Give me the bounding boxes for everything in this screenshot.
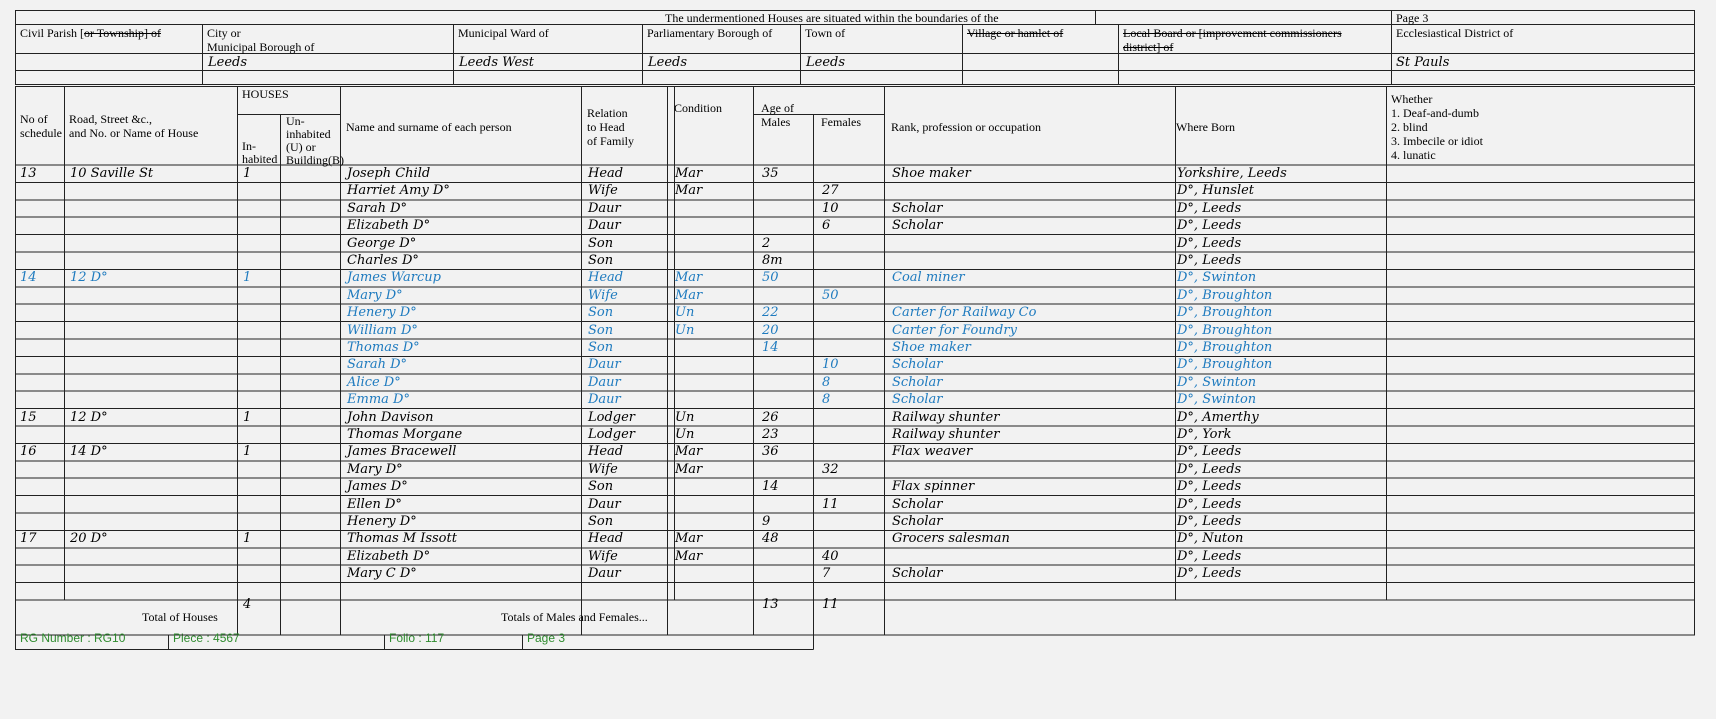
occupation-cell: Flax weaver xyxy=(892,444,973,460)
occupation-cell: Coal miner xyxy=(892,270,965,286)
condition-cell: Mar xyxy=(675,166,703,181)
birthplace-cell: D°, Leeds xyxy=(1177,461,1242,477)
birthplace-cell: D°, Swinton xyxy=(1177,270,1257,286)
male-age-cell: 14 xyxy=(762,340,779,355)
name-cell: Joseph Child xyxy=(347,166,431,181)
male-age-cell: 2 xyxy=(762,235,771,251)
birthplace-cell: D°, Leeds xyxy=(1177,235,1242,251)
name-cell: Ellen D° xyxy=(347,496,402,512)
female-age-cell: 7 xyxy=(822,566,831,582)
name-cell: Alice D° xyxy=(347,374,401,390)
page-label: Page 3 xyxy=(1396,11,1429,25)
relation-cell: Son xyxy=(588,514,614,529)
inhabited-cell: 1 xyxy=(243,270,252,286)
city-value: Leeds xyxy=(208,55,248,70)
total-houses-value: 4 xyxy=(243,597,252,612)
male-age-cell: 50 xyxy=(762,270,779,286)
occupation-cell: Scholar xyxy=(892,200,943,216)
name-cell: Elizabeth D° xyxy=(347,548,431,564)
ward-value: Leeds West xyxy=(459,55,535,70)
civil-parish-struck-text: or Township] of xyxy=(84,26,161,40)
birthplace-cell: D°, Leeds xyxy=(1177,514,1242,529)
occupation-cell: Grocers salesman xyxy=(892,531,1010,547)
male-age-cell: 14 xyxy=(762,479,779,495)
relation-cell: Wife xyxy=(588,461,618,477)
name-cell: William D° xyxy=(347,322,418,338)
relation-cell: Lodger xyxy=(588,427,636,442)
road-cell: 12 D° xyxy=(70,270,108,286)
condition-cell: Un xyxy=(675,305,695,321)
birthplace-cell: D°, Leeds xyxy=(1177,200,1242,216)
town-value: Leeds xyxy=(806,55,846,70)
relation-cell: Daur xyxy=(588,374,621,390)
occupation-cell: Scholar xyxy=(892,357,943,373)
ecclesiastical-label: Ecclesiastical District of xyxy=(1396,26,1514,40)
col-inhabited-line2: habited xyxy=(242,152,278,166)
birthplace-cell: D°, Leeds xyxy=(1177,479,1242,495)
female-age-cell: 8 xyxy=(822,374,831,390)
civil-parish-text: Civil Parish [ xyxy=(20,26,85,40)
birthplace-cell: D°, Broughton xyxy=(1177,322,1273,338)
col-houses: HOUSES xyxy=(242,87,289,101)
condition-cell: Mar xyxy=(675,531,703,547)
road-cell: 20 D° xyxy=(70,531,108,547)
female-age-cell: 40 xyxy=(822,548,839,564)
relation-cell: Head xyxy=(588,531,624,547)
schedule-cell: 13 xyxy=(20,166,37,181)
local-board-label-line1: Local Board or [improvement commissioners xyxy=(1123,26,1342,40)
folio-number: Folio : 117 xyxy=(389,631,445,645)
col-females: Females xyxy=(821,115,861,129)
relation-cell: Daur xyxy=(588,566,621,582)
birthplace-cell: D°, Swinton xyxy=(1177,392,1257,408)
birthplace-cell: D°, York xyxy=(1177,427,1232,442)
col-whether-line5: 4. lunatic xyxy=(1391,148,1436,162)
birthplace-cell: D°, Leeds xyxy=(1177,444,1242,460)
road-cell: 10 Saville St xyxy=(70,166,154,181)
occupation-cell: Scholar xyxy=(892,496,943,512)
total-houses-label: Total of Houses xyxy=(142,610,218,624)
relation-cell: Head xyxy=(588,270,624,286)
condition-cell: Mar xyxy=(675,183,703,199)
female-age-cell: 11 xyxy=(822,496,839,512)
relation-cell: Daur xyxy=(588,357,621,373)
male-age-cell: 35 xyxy=(762,166,779,181)
census-sheet xyxy=(15,10,1695,690)
village-label: Village or hamlet of xyxy=(967,26,1064,40)
col-uninhabited-line3: (U) or xyxy=(286,140,316,154)
occupation-cell: Railway shunter xyxy=(892,427,1000,442)
schedule-cell: 16 xyxy=(20,444,37,460)
relation-cell: Wife xyxy=(588,548,618,564)
inhabited-cell: 1 xyxy=(243,409,252,425)
occupation-cell: Flax spinner xyxy=(892,479,975,495)
col-relation-line2: to Head xyxy=(587,120,625,134)
relation-cell: Daur xyxy=(588,392,621,408)
banner-text: The undermentioned Houses are situated within the boundaries of the xyxy=(665,11,999,25)
col-whether-line3: 2. blind xyxy=(1391,120,1428,134)
relation-cell: Head xyxy=(588,444,624,460)
occupation-cell: Scholar xyxy=(892,218,943,234)
relation-cell: Son xyxy=(588,235,614,251)
birthplace-cell: D°, Leeds xyxy=(1177,218,1242,234)
ward-label: Municipal Ward of xyxy=(458,26,549,40)
female-age-cell: 10 xyxy=(822,357,839,373)
condition-cell: Mar xyxy=(675,287,703,303)
rg-number: RG Number : RG10 xyxy=(20,631,126,645)
parliamentary-label: Parliamentary Borough of xyxy=(647,26,773,40)
occupation-cell: Scholar xyxy=(892,374,943,390)
condition-cell: Mar xyxy=(675,461,703,477)
col-males: Males xyxy=(761,115,791,129)
local-board-label-line2: district] of xyxy=(1123,40,1174,54)
schedule-cell: 17 xyxy=(20,531,37,547)
col-whether-line1: Whether xyxy=(1391,92,1433,106)
occupation-cell: Scholar xyxy=(892,514,943,529)
birthplace-cell: D°, Leeds xyxy=(1177,253,1242,268)
col-schedule-line2: schedule xyxy=(20,126,62,140)
name-cell: Henery D° xyxy=(347,305,417,321)
birthplace-cell: D°, Broughton xyxy=(1177,340,1273,355)
birthplace-cell: D°, Swinton xyxy=(1177,374,1257,390)
relation-cell: Daur xyxy=(588,200,621,216)
piece-number: Piece : 4567 xyxy=(173,631,240,645)
occupation-cell: Shoe maker xyxy=(892,340,971,355)
total-males-value: 13 xyxy=(762,597,779,612)
col-where-born: Where Born xyxy=(1176,120,1235,134)
col-road-line2: and No. or Name of House xyxy=(69,126,199,140)
inhabited-cell: 1 xyxy=(243,531,252,547)
col-uninhabited-line2: inhabited xyxy=(286,127,331,141)
birthplace-cell: D°, Leeds xyxy=(1177,548,1242,564)
occupation-cell: Scholar xyxy=(892,392,943,408)
col-schedule-line1: No of xyxy=(20,112,48,126)
relation-cell: Son xyxy=(588,322,614,338)
name-cell: John Davison xyxy=(347,409,434,425)
occupation-cell: Scholar xyxy=(892,566,943,582)
road-cell: 14 D° xyxy=(70,444,108,460)
schedule-cell: 14 xyxy=(20,270,37,286)
name-cell: Mary D° xyxy=(347,461,403,477)
total-females-value: 11 xyxy=(822,597,839,612)
relation-cell: Son xyxy=(588,479,614,495)
name-cell: Elizabeth D° xyxy=(347,218,431,234)
male-age-cell: 20 xyxy=(762,322,779,338)
footer-page-number: Page 3 xyxy=(527,631,566,645)
name-cell: Harriet Amy D° xyxy=(347,183,450,199)
female-age-cell: 27 xyxy=(822,183,839,199)
condition-cell: Mar xyxy=(675,548,703,564)
name-cell: Sarah D° xyxy=(347,200,408,216)
birthplace-cell: D°, Broughton xyxy=(1177,305,1273,321)
female-age-cell: 50 xyxy=(822,287,839,303)
birthplace-cell: D°, Broughton xyxy=(1177,357,1273,373)
name-cell: Charles D° xyxy=(347,253,419,268)
occupation-cell: Shoe maker xyxy=(892,166,971,181)
col-road-line1: Road, Street &c., xyxy=(69,112,152,126)
relation-cell: Wife xyxy=(588,287,618,303)
inhabited-cell: 1 xyxy=(243,444,252,460)
relation-cell: Son xyxy=(588,305,614,321)
male-age-cell: 26 xyxy=(762,409,779,425)
name-cell: Emma D° xyxy=(347,392,410,408)
inhabited-cell: 1 xyxy=(243,166,252,181)
relation-cell: Daur xyxy=(588,218,621,234)
birthplace-cell: D°, Amerthy xyxy=(1177,409,1259,425)
relation-cell: Daur xyxy=(588,496,621,512)
col-name: Name and surname of each person xyxy=(346,120,512,134)
city-label-line2: Municipal Borough of xyxy=(207,40,315,54)
name-cell: James D° xyxy=(347,479,408,495)
name-cell: Thomas Morgane xyxy=(347,427,463,442)
name-cell: Henery D° xyxy=(347,514,417,529)
name-cell: Thomas D° xyxy=(347,340,420,355)
birthplace-cell: D°, Hunslet xyxy=(1177,183,1255,199)
occupation-cell: Railway shunter xyxy=(892,409,1000,425)
city-label-line1: City or xyxy=(207,26,241,40)
name-cell: Mary C D° xyxy=(347,566,417,582)
birthplace-cell: D°, Leeds xyxy=(1177,566,1242,582)
occupation-cell: Carter for Railway Co xyxy=(892,305,1037,321)
name-cell: Sarah D° xyxy=(347,357,408,373)
col-occupation: Rank, profession or occupation xyxy=(891,120,1041,134)
condition-cell: Mar xyxy=(675,270,703,286)
name-cell: James Warcup xyxy=(347,270,441,286)
col-inhabited-line1: In- xyxy=(242,139,256,153)
relation-cell: Son xyxy=(588,253,614,268)
name-cell: George D° xyxy=(347,235,417,251)
col-age-of: Age of xyxy=(761,101,794,115)
col-relation-line3: of Family xyxy=(587,134,634,148)
road-cell: 12 D° xyxy=(70,409,108,425)
condition-cell: Un xyxy=(675,409,695,425)
name-cell: Mary D° xyxy=(347,287,403,303)
birthplace-cell: D°, Leeds xyxy=(1177,496,1242,512)
name-cell: James Bracewell xyxy=(347,444,457,460)
condition-cell: Un xyxy=(675,322,695,338)
male-age-cell: 36 xyxy=(762,444,779,460)
col-uninhabited-line4: Building(B) xyxy=(286,153,345,167)
col-relation-line1: Relation xyxy=(587,106,628,120)
col-condition: Condition xyxy=(674,101,723,115)
birthplace-cell: D°, Nuton xyxy=(1177,531,1244,547)
condition-cell: Mar xyxy=(675,444,703,460)
name-cell: Thomas M Issott xyxy=(347,531,457,547)
male-age-cell: 48 xyxy=(762,531,779,547)
relation-cell: Son xyxy=(588,340,614,355)
schedule-cell: 15 xyxy=(20,409,37,425)
birthplace-cell: Yorkshire, Leeds xyxy=(1177,166,1287,181)
condition-cell: Un xyxy=(675,427,695,442)
col-uninhabited-line1: Un- xyxy=(286,114,305,128)
female-age-cell: 10 xyxy=(822,200,839,216)
male-age-cell: 23 xyxy=(762,427,779,442)
relation-cell: Head xyxy=(588,166,624,181)
female-age-cell: 32 xyxy=(822,461,839,477)
male-age-cell: 22 xyxy=(762,305,779,321)
ecclesiastical-value: St Pauls xyxy=(1396,55,1450,70)
occupation-cell: Carter for Foundry xyxy=(892,322,1017,338)
male-age-cell: 8m xyxy=(762,253,783,268)
civil-parish-label xyxy=(20,27,161,39)
female-age-cell: 8 xyxy=(822,392,831,408)
birthplace-cell: D°, Broughton xyxy=(1177,287,1273,303)
female-age-cell: 6 xyxy=(822,218,831,234)
relation-cell: Lodger xyxy=(588,409,636,425)
col-whether-line4: 3. Imbecile or idiot xyxy=(1391,134,1483,148)
totals-persons-label: Totals of Males and Females... xyxy=(501,610,648,624)
relation-cell: Wife xyxy=(588,183,618,199)
male-age-cell: 9 xyxy=(762,514,771,529)
town-label: Town of xyxy=(805,26,846,40)
col-whether-line2: 1. Deaf-and-dumb xyxy=(1391,106,1479,120)
parliamentary-value: Leeds xyxy=(648,55,688,70)
